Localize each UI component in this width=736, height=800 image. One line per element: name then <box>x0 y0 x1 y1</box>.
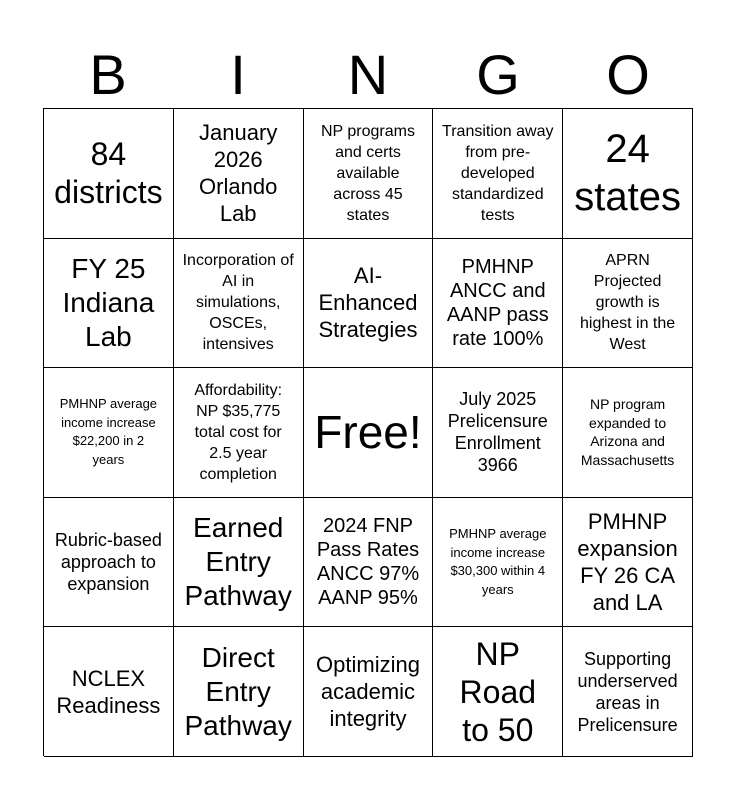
bingo-cell[interactable] <box>174 109 304 239</box>
cell-text: PMHNP ANCC and AANP pass rate 100% <box>446 255 549 350</box>
cell-text: Earned Entry Pathway <box>184 512 292 612</box>
bingo-cell[interactable] <box>174 498 304 628</box>
cell-text: Transition away from pre-developed standardized tests <box>442 122 554 224</box>
bingo-cell[interactable] <box>44 239 174 369</box>
header-letter-o: O <box>606 43 650 106</box>
cell-text: 2024 FNP Pass Rates ANCC 97% AANP 95% <box>316 515 420 610</box>
cell-text: PMHNP average income increase $30,300 within 4 years <box>449 526 547 597</box>
bingo-cell[interactable] <box>304 498 434 628</box>
cell-text: Free! <box>314 406 422 459</box>
bingo-cell[interactable] <box>304 239 434 369</box>
bingo-cell[interactable] <box>563 368 693 498</box>
bingo-cell[interactable] <box>563 627 693 757</box>
header-letter-i: I <box>230 43 246 106</box>
bingo-cell[interactable] <box>44 368 174 498</box>
board-row-2 <box>44 239 693 369</box>
bingo-cell[interactable] <box>433 627 563 757</box>
cell-text: PMHNP average income increase $22,200 in 2 years <box>59 396 158 467</box>
board-row-3 <box>44 368 693 498</box>
cell-text: Rubric-based approach to expansion <box>54 530 162 595</box>
cell-text: NP program expanded to Arizona and Massachusetts <box>580 396 675 468</box>
bingo-cell[interactable] <box>174 627 304 757</box>
bingo-cell[interactable] <box>433 368 563 498</box>
board-row-1 <box>44 109 693 239</box>
header-letter-b: B <box>89 43 127 106</box>
bingo-cell[interactable] <box>174 239 304 369</box>
cell-text: Supporting underserved areas in Prelicensure <box>577 648 678 735</box>
bingo-cell[interactable] <box>433 239 563 369</box>
bingo-cell[interactable] <box>563 239 693 369</box>
bingo-cell[interactable] <box>44 627 174 757</box>
cell-text: Incorporation of AI in simulations, OSCEs, intensives <box>182 252 294 354</box>
bingo-cell[interactable] <box>174 368 304 498</box>
board-row-5 <box>44 627 693 757</box>
bingo-cell[interactable] <box>44 109 174 239</box>
cell-text: 24 states <box>574 127 681 220</box>
board-row-4 <box>44 498 693 628</box>
bingo-cell[interactable] <box>44 498 174 628</box>
bingo-cell[interactable] <box>433 109 563 239</box>
cell-text: APRN Projected growth is highest in the West <box>579 252 676 354</box>
bingo-cell[interactable] <box>304 109 434 239</box>
bingo-cell[interactable] <box>433 498 563 628</box>
cell-text: NP programs and certs available across 45 states <box>321 122 415 224</box>
cell-text: NP Road to 50 <box>459 635 537 748</box>
cell-text: 84 districts <box>54 136 163 211</box>
cell-text: Direct Entry Pathway <box>184 641 292 741</box>
bingo-cell[interactable] <box>563 498 693 628</box>
bingo-cell[interactable] <box>304 627 434 757</box>
cell-text: Affordability: NP $35,775 total cost for 2.5 year completion <box>194 381 283 483</box>
cell-text: NCLEX Readiness <box>56 665 161 718</box>
cell-text: Optimizing academic integrity <box>316 652 420 732</box>
cell-text: July 2025 Prelicensure Enrollment 3966 <box>447 389 548 476</box>
cell-text: FY 25 Indiana Lab <box>62 252 155 352</box>
bingo-cell[interactable] <box>563 109 693 239</box>
header-letter-n: N <box>347 43 389 106</box>
free-space[interactable] <box>304 368 434 498</box>
header-letter-g: G <box>476 43 520 106</box>
cell-text: January 2026 Orlando Lab <box>199 120 278 227</box>
cell-text: PMHNP expansion FY 26 CA and LA <box>577 509 678 616</box>
bingo-board <box>43 108 693 756</box>
cell-text: AI-Enhanced Strategies <box>318 263 418 343</box>
bingo-header <box>43 42 693 108</box>
